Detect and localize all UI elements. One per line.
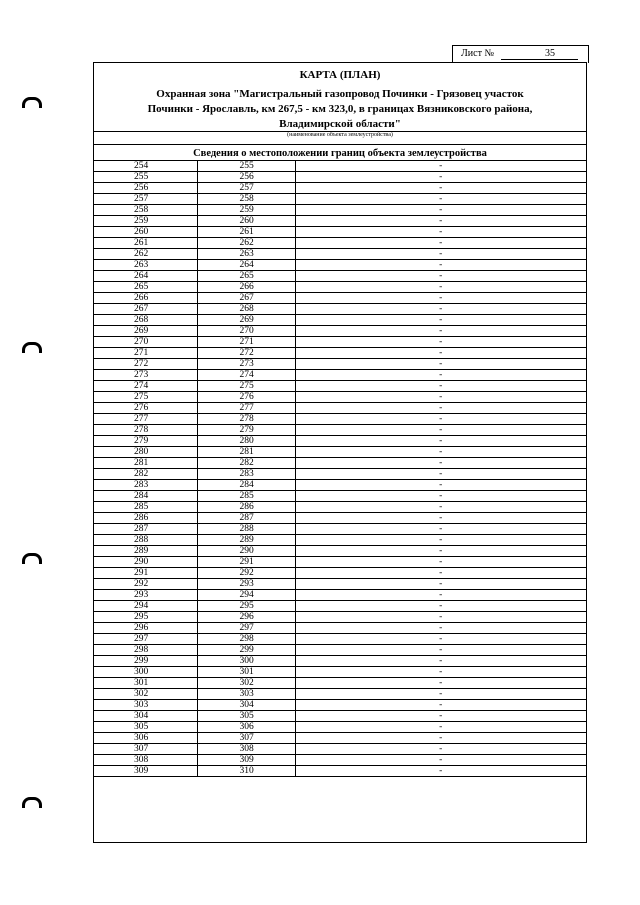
boundary-description: - bbox=[295, 623, 586, 634]
boundary-description: - bbox=[295, 557, 586, 568]
binder-hole-mark bbox=[22, 797, 42, 808]
table-row bbox=[94, 359, 586, 370]
boundary-description: - bbox=[295, 656, 586, 667]
boundary-description: - bbox=[295, 260, 586, 271]
point-from: 279 bbox=[94, 436, 197, 447]
table-row bbox=[94, 381, 586, 392]
boundary-description: - bbox=[295, 227, 586, 238]
point-from: 271 bbox=[94, 348, 197, 359]
point-to: 256 bbox=[197, 172, 295, 183]
point-from: 290 bbox=[94, 557, 197, 568]
table-row bbox=[94, 293, 586, 304]
point-from: 294 bbox=[94, 601, 197, 612]
point-to: 288 bbox=[197, 524, 295, 535]
table-row bbox=[94, 216, 586, 227]
boundary-description: - bbox=[295, 403, 586, 414]
point-from: 259 bbox=[94, 216, 197, 227]
table-row bbox=[94, 656, 586, 667]
boundary-description: - bbox=[295, 722, 586, 733]
boundary-description: - bbox=[295, 535, 586, 546]
boundary-description: - bbox=[295, 194, 586, 205]
point-from: 296 bbox=[94, 623, 197, 634]
point-from: 272 bbox=[94, 359, 197, 370]
point-from: 298 bbox=[94, 645, 197, 656]
point-from: 270 bbox=[94, 337, 197, 348]
point-from: 305 bbox=[94, 722, 197, 733]
boundary-table bbox=[94, 160, 586, 777]
table-row bbox=[94, 667, 586, 678]
boundary-description: - bbox=[295, 590, 586, 601]
table-row bbox=[94, 425, 586, 436]
point-from: 267 bbox=[94, 304, 197, 315]
boundary-description: - bbox=[295, 744, 586, 755]
table-row bbox=[94, 502, 586, 513]
boundary-description: - bbox=[295, 392, 586, 403]
table-row bbox=[94, 535, 586, 546]
table-row bbox=[94, 700, 586, 711]
point-from: 292 bbox=[94, 579, 197, 590]
table-row bbox=[94, 722, 586, 733]
point-from: 268 bbox=[94, 315, 197, 326]
table-row bbox=[94, 447, 586, 458]
table-row bbox=[94, 205, 586, 216]
point-from: 282 bbox=[94, 469, 197, 480]
point-from: 275 bbox=[94, 392, 197, 403]
boundary-description: - bbox=[295, 370, 586, 381]
point-from: 284 bbox=[94, 491, 197, 502]
boundary-description: - bbox=[295, 524, 586, 535]
table-row bbox=[94, 513, 586, 524]
point-from: 255 bbox=[94, 172, 197, 183]
point-to: 257 bbox=[197, 183, 295, 194]
boundary-description: - bbox=[295, 447, 586, 458]
boundary-description: - bbox=[295, 667, 586, 678]
boundary-description: - bbox=[295, 601, 586, 612]
point-from: 285 bbox=[94, 502, 197, 513]
boundary-description: - bbox=[295, 458, 586, 469]
point-to: 258 bbox=[197, 194, 295, 205]
point-from: 273 bbox=[94, 370, 197, 381]
point-to: 271 bbox=[197, 337, 295, 348]
point-to: 308 bbox=[197, 744, 295, 755]
boundary-description: - bbox=[295, 502, 586, 513]
table-row bbox=[94, 590, 586, 601]
point-from: 266 bbox=[94, 293, 197, 304]
point-to: 263 bbox=[197, 249, 295, 260]
boundary-description: - bbox=[295, 348, 586, 359]
point-to: 284 bbox=[197, 480, 295, 491]
point-to: 295 bbox=[197, 601, 295, 612]
boundary-description: - bbox=[295, 381, 586, 392]
table-row bbox=[94, 326, 586, 337]
point-from: 288 bbox=[94, 535, 197, 546]
point-from: 281 bbox=[94, 458, 197, 469]
point-from: 297 bbox=[94, 634, 197, 645]
point-to: 303 bbox=[197, 689, 295, 700]
table-row bbox=[94, 557, 586, 568]
table-row bbox=[94, 568, 586, 579]
binder-hole-mark bbox=[22, 342, 42, 353]
boundary-description: - bbox=[295, 249, 586, 260]
point-from: 262 bbox=[94, 249, 197, 260]
table-row bbox=[94, 491, 586, 502]
point-to: 283 bbox=[197, 469, 295, 480]
table-row bbox=[94, 227, 586, 238]
table-row bbox=[94, 271, 586, 282]
table-row bbox=[94, 370, 586, 381]
boundary-description: - bbox=[295, 172, 586, 183]
point-to: 274 bbox=[197, 370, 295, 381]
binder-hole-mark bbox=[22, 553, 42, 564]
table-row bbox=[94, 436, 586, 447]
point-to: 267 bbox=[197, 293, 295, 304]
point-from: 283 bbox=[94, 480, 197, 491]
boundary-description: - bbox=[295, 425, 586, 436]
point-from: 300 bbox=[94, 667, 197, 678]
sheet-underline bbox=[501, 59, 578, 60]
boundary-description: - bbox=[295, 315, 586, 326]
point-to: 292 bbox=[197, 568, 295, 579]
table-row bbox=[94, 546, 586, 557]
boundary-description: - bbox=[295, 513, 586, 524]
boundary-description: - bbox=[295, 326, 586, 337]
object-name bbox=[114, 87, 566, 132]
point-from: 309 bbox=[94, 766, 197, 777]
point-to: 294 bbox=[197, 590, 295, 601]
table-row bbox=[94, 623, 586, 634]
point-to: 255 bbox=[197, 161, 295, 172]
boundary-description: - bbox=[295, 161, 586, 172]
table-row bbox=[94, 766, 586, 777]
table-row bbox=[94, 249, 586, 260]
boundary-description: - bbox=[295, 634, 586, 645]
boundary-description: - bbox=[295, 755, 586, 766]
section-rule bbox=[94, 144, 586, 145]
point-to: 273 bbox=[197, 359, 295, 370]
point-from: 295 bbox=[94, 612, 197, 623]
point-to: 282 bbox=[197, 458, 295, 469]
boundary-description: - bbox=[295, 183, 586, 194]
boundary-description: - bbox=[295, 766, 586, 777]
table-row bbox=[94, 524, 586, 535]
point-to: 269 bbox=[197, 315, 295, 326]
point-to: 285 bbox=[197, 491, 295, 502]
point-to: 259 bbox=[197, 205, 295, 216]
point-to: 296 bbox=[197, 612, 295, 623]
point-to: 264 bbox=[197, 260, 295, 271]
point-from: 263 bbox=[94, 260, 197, 271]
section-title: Сведения о местоположении границ объекта землеустройства bbox=[193, 148, 487, 159]
boundary-description: - bbox=[295, 216, 586, 227]
table-row bbox=[94, 733, 586, 744]
point-to: 272 bbox=[197, 348, 295, 359]
table-row bbox=[94, 480, 586, 491]
point-to: 298 bbox=[197, 634, 295, 645]
table-row bbox=[94, 612, 586, 623]
table-row bbox=[94, 172, 586, 183]
point-to: 279 bbox=[197, 425, 295, 436]
point-to: 277 bbox=[197, 403, 295, 414]
point-to: 266 bbox=[197, 282, 295, 293]
point-to: 293 bbox=[197, 579, 295, 590]
boundary-description: - bbox=[295, 359, 586, 370]
boundary-description: - bbox=[295, 205, 586, 216]
point-to: 291 bbox=[197, 557, 295, 568]
table-row bbox=[94, 711, 586, 722]
point-to: 280 bbox=[197, 436, 295, 447]
point-from: 299 bbox=[94, 656, 197, 667]
table-row bbox=[94, 403, 586, 414]
point-to: 304 bbox=[197, 700, 295, 711]
point-to: 286 bbox=[197, 502, 295, 513]
table-row bbox=[94, 194, 586, 205]
point-from: 277 bbox=[94, 414, 197, 425]
point-from: 286 bbox=[94, 513, 197, 524]
boundary-description: - bbox=[295, 293, 586, 304]
binder-hole-mark bbox=[22, 97, 42, 108]
boundary-description: - bbox=[295, 568, 586, 579]
boundary-description: - bbox=[295, 282, 586, 293]
point-from: 260 bbox=[94, 227, 197, 238]
point-to: 297 bbox=[197, 623, 295, 634]
boundary-description: - bbox=[295, 337, 586, 348]
table-row bbox=[94, 348, 586, 359]
point-from: 291 bbox=[94, 568, 197, 579]
object-caption: (наименование объекта землеустройства) bbox=[287, 132, 393, 138]
point-from: 308 bbox=[94, 755, 197, 766]
table-row bbox=[94, 304, 586, 315]
table-row bbox=[94, 579, 586, 590]
boundary-description: - bbox=[295, 678, 586, 689]
point-to: 300 bbox=[197, 656, 295, 667]
point-to: 305 bbox=[197, 711, 295, 722]
sheet-label: Лист № bbox=[461, 48, 494, 59]
table-row bbox=[94, 689, 586, 700]
object-name-line: Владимирской области" bbox=[279, 118, 401, 130]
point-from: 265 bbox=[94, 282, 197, 293]
point-from: 306 bbox=[94, 733, 197, 744]
point-to: 262 bbox=[197, 238, 295, 249]
point-from: 258 bbox=[94, 205, 197, 216]
point-from: 256 bbox=[94, 183, 197, 194]
table-row bbox=[94, 601, 586, 612]
boundary-description: - bbox=[295, 579, 586, 590]
boundary-description: - bbox=[295, 689, 586, 700]
sheet-number: 35 bbox=[545, 48, 555, 59]
table-row bbox=[94, 458, 586, 469]
point-from: 304 bbox=[94, 711, 197, 722]
boundary-description: - bbox=[295, 733, 586, 744]
table-row bbox=[94, 183, 586, 194]
point-to: 290 bbox=[197, 546, 295, 557]
point-from: 287 bbox=[94, 524, 197, 535]
table-row bbox=[94, 414, 586, 425]
point-to: 270 bbox=[197, 326, 295, 337]
object-name-line: Починки - Ярославль, км 267,5 - км 323,0, в границах Вязниковского района, bbox=[147, 103, 533, 115]
point-to: 301 bbox=[197, 667, 295, 678]
point-to: 275 bbox=[197, 381, 295, 392]
point-from: 269 bbox=[94, 326, 197, 337]
point-from: 289 bbox=[94, 546, 197, 557]
boundary-description: - bbox=[295, 700, 586, 711]
point-to: 310 bbox=[197, 766, 295, 777]
boundary-description: - bbox=[295, 271, 586, 282]
table-row bbox=[94, 678, 586, 689]
table-row bbox=[94, 744, 586, 755]
table-row bbox=[94, 392, 586, 403]
point-from: 264 bbox=[94, 271, 197, 282]
point-to: 302 bbox=[197, 678, 295, 689]
point-from: 274 bbox=[94, 381, 197, 392]
point-to: 278 bbox=[197, 414, 295, 425]
document-frame bbox=[93, 62, 587, 843]
boundary-description: - bbox=[295, 469, 586, 480]
boundary-description: - bbox=[295, 238, 586, 249]
point-to: 306 bbox=[197, 722, 295, 733]
point-to: 287 bbox=[197, 513, 295, 524]
point-to: 265 bbox=[197, 271, 295, 282]
boundary-description: - bbox=[295, 711, 586, 722]
boundary-description: - bbox=[295, 612, 586, 623]
table-row bbox=[94, 260, 586, 271]
point-from: 254 bbox=[94, 161, 197, 172]
point-to: 307 bbox=[197, 733, 295, 744]
point-to: 260 bbox=[197, 216, 295, 227]
point-to: 261 bbox=[197, 227, 295, 238]
point-from: 257 bbox=[94, 194, 197, 205]
table-row bbox=[94, 161, 586, 172]
boundary-description: - bbox=[295, 414, 586, 425]
boundary-description: - bbox=[295, 436, 586, 447]
point-from: 261 bbox=[94, 238, 197, 249]
boundary-description: - bbox=[295, 546, 586, 557]
boundary-description: - bbox=[295, 304, 586, 315]
point-from: 276 bbox=[94, 403, 197, 414]
document-title: КАРТА (ПЛАН) bbox=[299, 69, 381, 81]
boundary-description: - bbox=[295, 645, 586, 656]
table-row bbox=[94, 282, 586, 293]
point-to: 276 bbox=[197, 392, 295, 403]
point-to: 281 bbox=[197, 447, 295, 458]
point-to: 289 bbox=[197, 535, 295, 546]
table-row bbox=[94, 238, 586, 249]
table-row bbox=[94, 469, 586, 480]
point-from: 293 bbox=[94, 590, 197, 601]
object-name-line: Охранная зона "Магистральный газопровод Починки - Грязовец участок bbox=[156, 88, 524, 100]
point-from: 302 bbox=[94, 689, 197, 700]
table-row bbox=[94, 634, 586, 645]
point-from: 307 bbox=[94, 744, 197, 755]
point-from: 278 bbox=[94, 425, 197, 436]
point-from: 303 bbox=[94, 700, 197, 711]
table-row bbox=[94, 755, 586, 766]
point-from: 301 bbox=[94, 678, 197, 689]
sheet-number-box bbox=[452, 45, 589, 63]
point-to: 309 bbox=[197, 755, 295, 766]
boundary-description: - bbox=[295, 480, 586, 491]
boundary-description: - bbox=[295, 491, 586, 502]
table-row bbox=[94, 645, 586, 656]
point-to: 299 bbox=[197, 645, 295, 656]
point-from: 280 bbox=[94, 447, 197, 458]
point-to: 268 bbox=[197, 304, 295, 315]
table-row bbox=[94, 315, 586, 326]
table-row bbox=[94, 337, 586, 348]
